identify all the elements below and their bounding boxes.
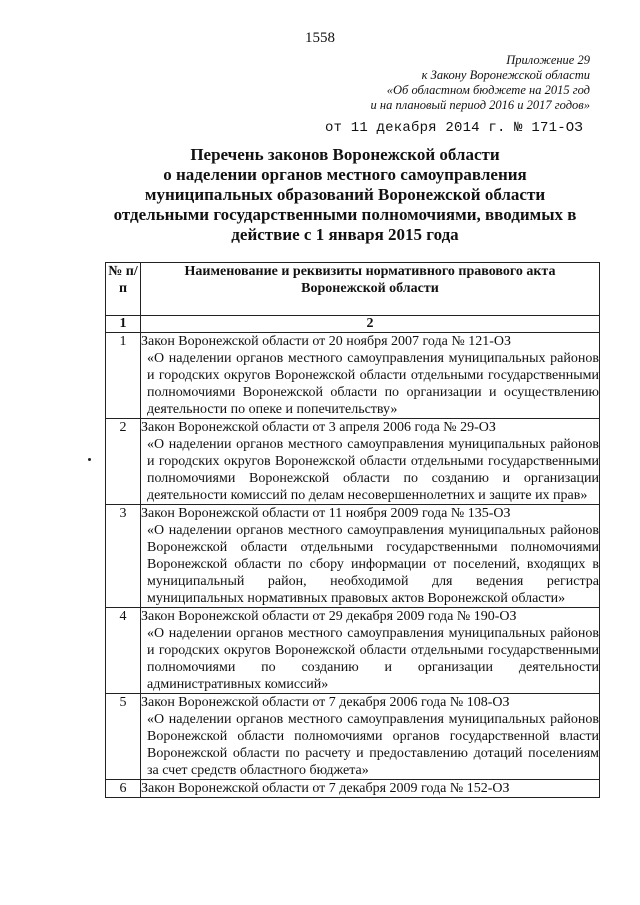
header-name: Наименование и реквизиты нормативного правового акта Воронежской области <box>141 263 600 316</box>
document-title <box>100 145 590 245</box>
column-index-row <box>106 316 600 333</box>
table-row <box>106 694 600 780</box>
appendix-block <box>371 53 590 113</box>
table-row <box>106 608 600 694</box>
title-line: отдельными государственными полномочиями, вводимых в <box>113 205 577 224</box>
law-title: Закон Воронежской области от 20 ноября 2007 года № 121-ОЗ <box>141 334 512 349</box>
appendix-line: и на плановый период 2016 и 2017 годов» <box>370 98 590 112</box>
row-number: 5 <box>106 694 141 780</box>
title-line: о наделении органов местного самоуправления <box>163 165 527 184</box>
law-title: Закон Воронежской области от 11 ноября 2009 года № 135-ОЗ <box>141 506 511 521</box>
laws-table <box>105 262 600 798</box>
table-row <box>106 333 600 419</box>
row-number: 4 <box>106 608 141 694</box>
law-title: Закон Воронежской области от 3 апреля 2006 года № 29-ОЗ <box>141 420 496 435</box>
law-description: «О наделении органов местного самоуправления муниципальных районов Воронежской области отдельными государственными полномочиями Воронежской области по сбору информации от поселений, входящих в муниципальный район, необходимой для ведения регистра муниципальных нормативных правовых актов Воронежской области» <box>147 523 599 606</box>
law-date-number: от 11 декабря 2014 г. № 171-ОЗ <box>324 120 583 136</box>
header-number: № п/п <box>106 263 141 316</box>
row-number: 1 <box>106 333 141 419</box>
law-description: «О наделении органов местного самоуправления муниципальных районов и городских округов Воронежской области отдельными государственными полномочиями по созданию и организации деятельности административных комиссий» <box>147 626 599 692</box>
table-row <box>106 505 600 608</box>
law-cell <box>141 780 600 798</box>
law-title: Закон Воронежской области от 29 декабря 2009 года № 190-ОЗ <box>141 609 517 624</box>
page-number: 1558 <box>305 30 335 46</box>
law-description: «О наделении органов местного самоуправления муниципальных районов и городских округов Воронежской области отдельными государственными полномочиями Воронежской области по созданию и организации деятельности комиссий по делам несовершеннолетних и защите их прав» <box>147 437 599 503</box>
column-index: 1 <box>106 316 141 333</box>
scan-mark <box>88 458 91 461</box>
column-index: 2 <box>141 316 600 333</box>
law-description: «О наделении органов местного самоуправления муниципальных районов Воронежской области полномочиями органов государственной власти Воронежской области по расчету и предоставлению дотаций поселениям за счет средств областного бюджета» <box>147 712 599 778</box>
title-line: муниципальных образований Воронежской области <box>144 185 546 204</box>
law-description: «О наделении органов местного самоуправления муниципальных районов и городских округов Воронежской области отдельными государственными полномочиями Воронежской области по организации и осуществлению деятельности по опеке и попечительству» <box>147 351 599 417</box>
row-number: 6 <box>106 780 141 798</box>
law-cell <box>141 333 600 419</box>
title-line: Перечень законов Воронежской области <box>190 145 500 164</box>
appendix-line: «Об областном бюджете на 2015 год <box>386 83 590 97</box>
law-cell <box>141 419 600 505</box>
row-number: 2 <box>106 419 141 505</box>
table-row <box>106 419 600 505</box>
law-cell <box>141 505 600 608</box>
law-title: Закон Воронежской области от 7 декабря 2009 года № 152-ОЗ <box>141 781 510 796</box>
table-row <box>106 780 600 798</box>
law-cell <box>141 694 600 780</box>
table-header-row <box>106 263 600 316</box>
appendix-line: Приложение 29 <box>506 53 590 67</box>
appendix-line: к Закону Воронежской области <box>421 68 590 82</box>
row-number: 3 <box>106 505 141 608</box>
title-line: действие с 1 января 2015 года <box>231 225 459 244</box>
law-cell <box>141 608 600 694</box>
law-title: Закон Воронежской области от 7 декабря 2006 года № 108-ОЗ <box>141 695 510 710</box>
